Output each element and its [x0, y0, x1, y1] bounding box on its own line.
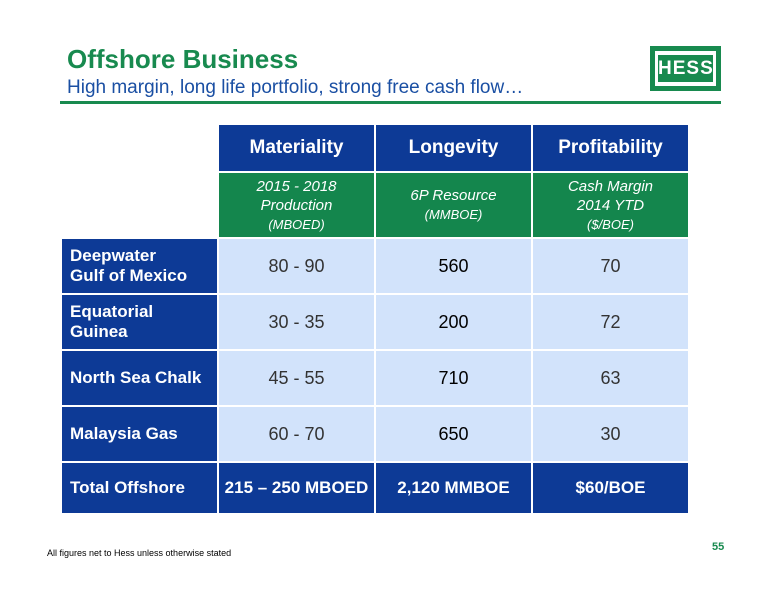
subheader-longevity	[376, 173, 531, 237]
table-row	[62, 351, 688, 405]
cell-longevity: 200	[376, 295, 531, 349]
total-row	[62, 463, 688, 513]
offshore-table	[60, 123, 690, 515]
page-subtitle: High margin, long life portfolio, strong free cash flow…	[67, 77, 524, 98]
hess-logo	[650, 46, 721, 91]
cell-longevity: 650	[376, 407, 531, 461]
row-label-line: Deepwater	[70, 246, 156, 265]
row-label-line: Equatorial	[70, 302, 154, 321]
table-corner	[62, 125, 217, 171]
subheader-line: 6P Resource	[410, 187, 497, 204]
column-header-row	[62, 125, 688, 171]
table-row	[62, 295, 688, 349]
total-longevity: 2,120 MMBOE	[376, 463, 531, 513]
table-corner-sub	[62, 173, 217, 237]
subheader-line: Cash Margin	[567, 177, 654, 195]
row-label-line: Gulf of Mexico	[70, 266, 188, 285]
subheader-line: 2014 YTD	[576, 196, 645, 214]
footnote: All figures net to Hess unless otherwise stated	[47, 548, 232, 558]
subheader-unit: (MMBOE)	[424, 207, 483, 222]
cell-longevity: 710	[376, 351, 531, 405]
logo-text: HESS	[658, 55, 713, 82]
cell-materiality: 30 - 35	[219, 295, 374, 349]
subheader-line: Production	[260, 196, 333, 214]
column-subheader-row	[62, 173, 688, 237]
subheader-profitability	[533, 173, 688, 237]
title-divider	[60, 101, 721, 104]
subheader-materiality	[219, 173, 374, 237]
page-title: Offshore Business	[67, 44, 299, 74]
table-row	[62, 239, 688, 293]
row-label-line: Guinea	[70, 322, 128, 341]
cell-profitability: 72	[533, 295, 688, 349]
total-materiality: 215 – 250 MBOED	[219, 463, 374, 513]
table-row	[62, 407, 688, 461]
row-header-equatorial-guinea	[62, 295, 217, 349]
page-number: 55	[712, 541, 725, 553]
row-header-deepwater-gom	[62, 239, 217, 293]
row-header-total-offshore: Total Offshore	[62, 463, 217, 513]
cell-materiality: 60 - 70	[219, 407, 374, 461]
column-header-materiality: Materiality	[219, 125, 374, 171]
cell-materiality: 45 - 55	[219, 351, 374, 405]
row-header-north-sea-chalk: North Sea Chalk	[62, 351, 217, 405]
subheader-unit: ($/BOE)	[587, 216, 634, 232]
row-header-malaysia-gas: Malaysia Gas	[62, 407, 217, 461]
column-header-longevity: Longevity	[376, 125, 531, 171]
cell-profitability: 70	[533, 239, 688, 293]
subheader-unit: (MBOED)	[268, 216, 325, 232]
subheader-line: 2015 - 2018	[256, 177, 337, 195]
cell-profitability: 63	[533, 351, 688, 405]
cell-profitability: 30	[533, 407, 688, 461]
total-profitability: $60/BOE	[533, 463, 688, 513]
column-header-profitability: Profitability	[533, 125, 688, 171]
cell-longevity: 560	[376, 239, 531, 293]
cell-materiality: 80 - 90	[219, 239, 374, 293]
